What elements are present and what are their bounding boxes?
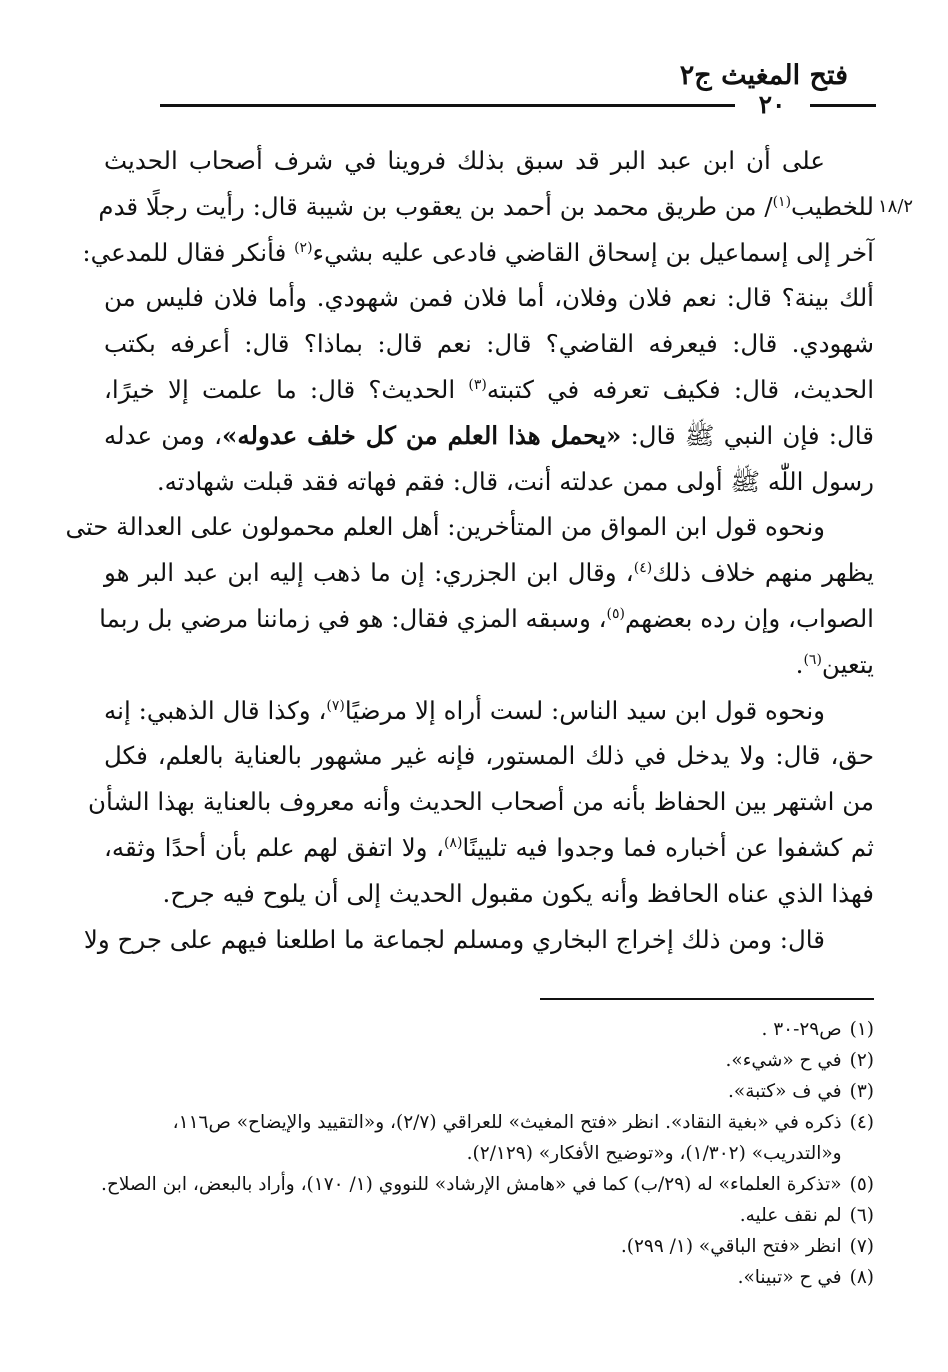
footnote-mark: (٤): [633, 560, 653, 577]
footnote-mark: (١): [772, 193, 792, 210]
footnote-mark: (٥): [606, 605, 625, 622]
header-rule-left: [810, 104, 876, 107]
footnote: (٦) لم نقف عليه.: [739, 1205, 874, 1226]
footnote-mark: (٨): [443, 834, 463, 851]
text-line: حق، قال: ولا يدخل في ذلك المستور، فإنه غير مشهور بالعناية بالعلم، فكل: [104, 741, 874, 771]
footnote-mark: (٣): [468, 376, 487, 393]
text-line: ونحوه قول ابن المواق من المتأخرين: أهل العلم محمولون على العدالة حتى: [65, 512, 825, 542]
text-line: شهودي. قال: فيعرفه القاضي؟ قال: نعم قال: بماذا؟ قال: أعرفه بكتب: [104, 329, 874, 359]
text-line: قال: فإن النبي ﷺ قال: «يحمل هذا العلم من كل خلف عدوله»، ومن عدله: [104, 420, 874, 450]
text-line: قال: ومن ذلك إخراج البخاري ومسلم لجماعة ما اطلعنا فيهم على جرح ولا: [83, 924, 825, 954]
text-line: آخر إلى إسماعيل بن إسحاق القاضي فادعى عليه بشيء$^{(٢)}$ فأنكر فقال للمدعي:: [82, 237, 874, 267]
text-line: للخطيب$^{(١)}$/ من طريق محمد بن أحمد بن يعقوب بن شيبة قال: رأيت رجلًا قدم: [98, 191, 874, 221]
text-line: ألك بينة؟ قال: نعم فلان وفلان، أما فلان فمن شهودي. وأما فلان فليس من: [104, 283, 874, 313]
running-title: فتح المغيث ج٢: [679, 60, 848, 91]
footnote: (١) ص٢٩-٣٠ .: [761, 1019, 874, 1040]
text-line: من اشتهر بين الحفاظ بأنه من أصحاب الحديث وأنه معروف بالعناية بهذا الشأن: [87, 787, 874, 817]
text-line: الصواب، وإن رده بعضهم$^{(٥)}$، وسبقه المزي فقال: هو في زماننا مرضي بل ربما: [99, 603, 874, 633]
footnote: (٢) في ح «شيء».: [725, 1050, 874, 1071]
footnote-mark: (٧): [326, 697, 345, 714]
footnote-mark: (٢): [294, 239, 313, 256]
footnote-separator: [540, 998, 874, 1000]
footnote: (٤) ذكره في «بغية النقاد». انظر «فتح المغيث» للعراقي (٢/٧)، و«التقييد والإيضاح» ص١١٦، و«التدريب» (١/٣٠٢)، و«توضيح الأفكار» (٢/١٢٩).: [172, 1112, 874, 1164]
footnotes: [100, 1014, 874, 1293]
footnote: (٨) في ح «تبينا».: [737, 1267, 874, 1288]
text-line: ثم كشفوا عن أخباره فما وجدوا فيه تليينًا$^{(٨)}$، ولا اتفق لهم علم بأن أحدًا وثقه،: [104, 832, 874, 862]
text-line: على أن ابن عبد البر قد سبق بذلك فروينا في شرف أصحاب الحديث: [104, 146, 825, 175]
footnote: (٣) في ف «كتبة».: [728, 1081, 874, 1102]
text-line: فهذا الذي عناه الحافظ وأنه يكون مقبول الحديث إلى أن يلوح فيه جرح.: [162, 878, 874, 908]
header-rule-right: [160, 104, 735, 107]
text-line: ونحوه قول ابن سيد الناس: لست أراه إلا مرضيًا$^{(٧)}$، وكذا قال الذهبي: إنه: [104, 695, 825, 725]
margin-reference: ١٨/٢: [878, 196, 914, 217]
text-line: يتعين$^{(٦)}$.: [795, 649, 874, 679]
text-line: الحديث، قال: فكيف تعرفه في كتبته$^{(٣)}$ الحديث؟ قال: ما علمت إلا خيرًا،: [104, 374, 874, 404]
main-text: [65, 138, 874, 962]
footnote-mark: (٦): [803, 651, 822, 668]
text-line: يظهر منهم خلاف ذلك$^{(٤)}$، وقال ابن الجزري: إن ما ذهب إليه ابن عبد البر هو: [104, 558, 874, 588]
hadith-quote: «يحمل هذا العلم من كل خلف عدوله»: [222, 420, 622, 450]
text-line: رسول اللّٰه ﷺ أولى ممن عدلته أنت، قال: فقم فهاته فقد قبلت شهادته.: [156, 466, 874, 496]
footnote: (٥) «تذكرة العلماء» له (٢٩/ب) كما في «هامش الإرشاد» للنووي (١/ ١٧٠)، وأراد بالبعض، ابن الصلاح.: [101, 1174, 874, 1195]
page-number: ٢٠: [758, 90, 786, 119]
footnote: (٧) انظر «فتح الباقي» (١/ ٢٩٩).: [620, 1236, 874, 1257]
